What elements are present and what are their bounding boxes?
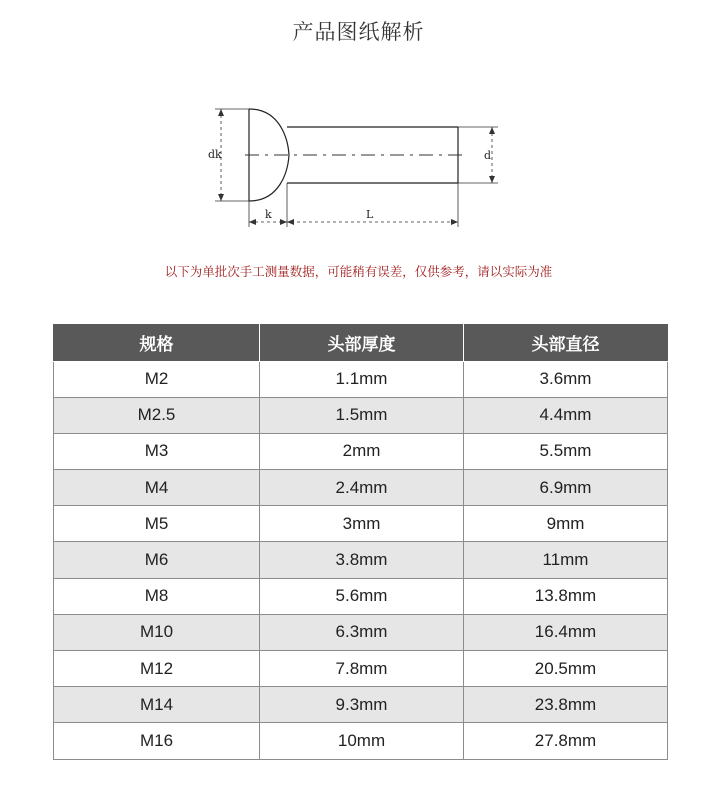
cell-spec: M14 bbox=[54, 687, 260, 723]
cell-spec: M3 bbox=[54, 433, 260, 469]
cell-head-diameter: 11mm bbox=[464, 542, 668, 578]
cell-spec: M10 bbox=[54, 614, 260, 650]
header-head-thickness: 头部厚度 bbox=[260, 324, 464, 361]
table-header-row bbox=[54, 324, 668, 361]
cell-head-thickness: 9.3mm bbox=[260, 687, 464, 723]
table-row bbox=[54, 578, 668, 614]
table-row bbox=[54, 542, 668, 578]
cell-head-thickness: 2.4mm bbox=[260, 470, 464, 506]
cell-head-diameter: 23.8mm bbox=[464, 687, 668, 723]
cell-head-thickness: 1.1mm bbox=[260, 361, 464, 397]
cell-head-thickness: 10mm bbox=[260, 723, 464, 759]
cell-spec: M2 bbox=[54, 361, 260, 397]
label-L: L bbox=[366, 208, 374, 221]
label-d: d bbox=[484, 149, 492, 162]
cell-head-thickness: 2mm bbox=[260, 433, 464, 469]
cell-head-diameter: 9mm bbox=[464, 506, 668, 542]
cell-head-diameter: 4.4mm bbox=[464, 397, 668, 433]
cell-head-diameter: 27.8mm bbox=[464, 723, 668, 759]
cell-head-thickness: 3.8mm bbox=[260, 542, 464, 578]
table-row bbox=[54, 687, 668, 723]
table-row bbox=[54, 723, 668, 759]
rivet-drawing bbox=[205, 95, 510, 230]
cell-spec: M8 bbox=[54, 578, 260, 614]
spec-table bbox=[53, 324, 668, 760]
cell-spec: M5 bbox=[54, 506, 260, 542]
cell-head-diameter: 3.6mm bbox=[464, 361, 668, 397]
cell-head-thickness: 1.5mm bbox=[260, 397, 464, 433]
cell-head-diameter: 20.5mm bbox=[464, 651, 668, 687]
label-k: k bbox=[265, 208, 272, 221]
page-title: 产品图纸解析 bbox=[292, 20, 425, 44]
cell-head-diameter: 13.8mm bbox=[464, 578, 668, 614]
table-row bbox=[54, 433, 668, 469]
cell-spec: M4 bbox=[54, 470, 260, 506]
cell-head-thickness: 5.6mm bbox=[260, 578, 464, 614]
cell-head-diameter: 16.4mm bbox=[464, 614, 668, 650]
cell-head-thickness: 3mm bbox=[260, 506, 464, 542]
cell-head-thickness: 7.8mm bbox=[260, 651, 464, 687]
label-dk: dk bbox=[208, 148, 222, 161]
cell-spec: M6 bbox=[54, 542, 260, 578]
cell-spec: M2.5 bbox=[54, 397, 260, 433]
header-spec: 规格 bbox=[54, 324, 260, 361]
table-row bbox=[54, 506, 668, 542]
table-row bbox=[54, 470, 668, 506]
table-row bbox=[54, 397, 668, 433]
cell-head-thickness: 6.3mm bbox=[260, 614, 464, 650]
cell-spec: M12 bbox=[54, 651, 260, 687]
cell-head-diameter: 5.5mm bbox=[464, 433, 668, 469]
header-head-diameter: 头部直径 bbox=[464, 324, 668, 361]
table-row bbox=[54, 361, 668, 397]
cell-head-diameter: 6.9mm bbox=[464, 470, 668, 506]
table-row bbox=[54, 614, 668, 650]
measurement-notice: 以下为单批次手工测量数据，可能稍有误差，仅供参考，请以实际为准 bbox=[164, 264, 553, 279]
cell-spec: M16 bbox=[54, 723, 260, 759]
table-row bbox=[54, 651, 668, 687]
